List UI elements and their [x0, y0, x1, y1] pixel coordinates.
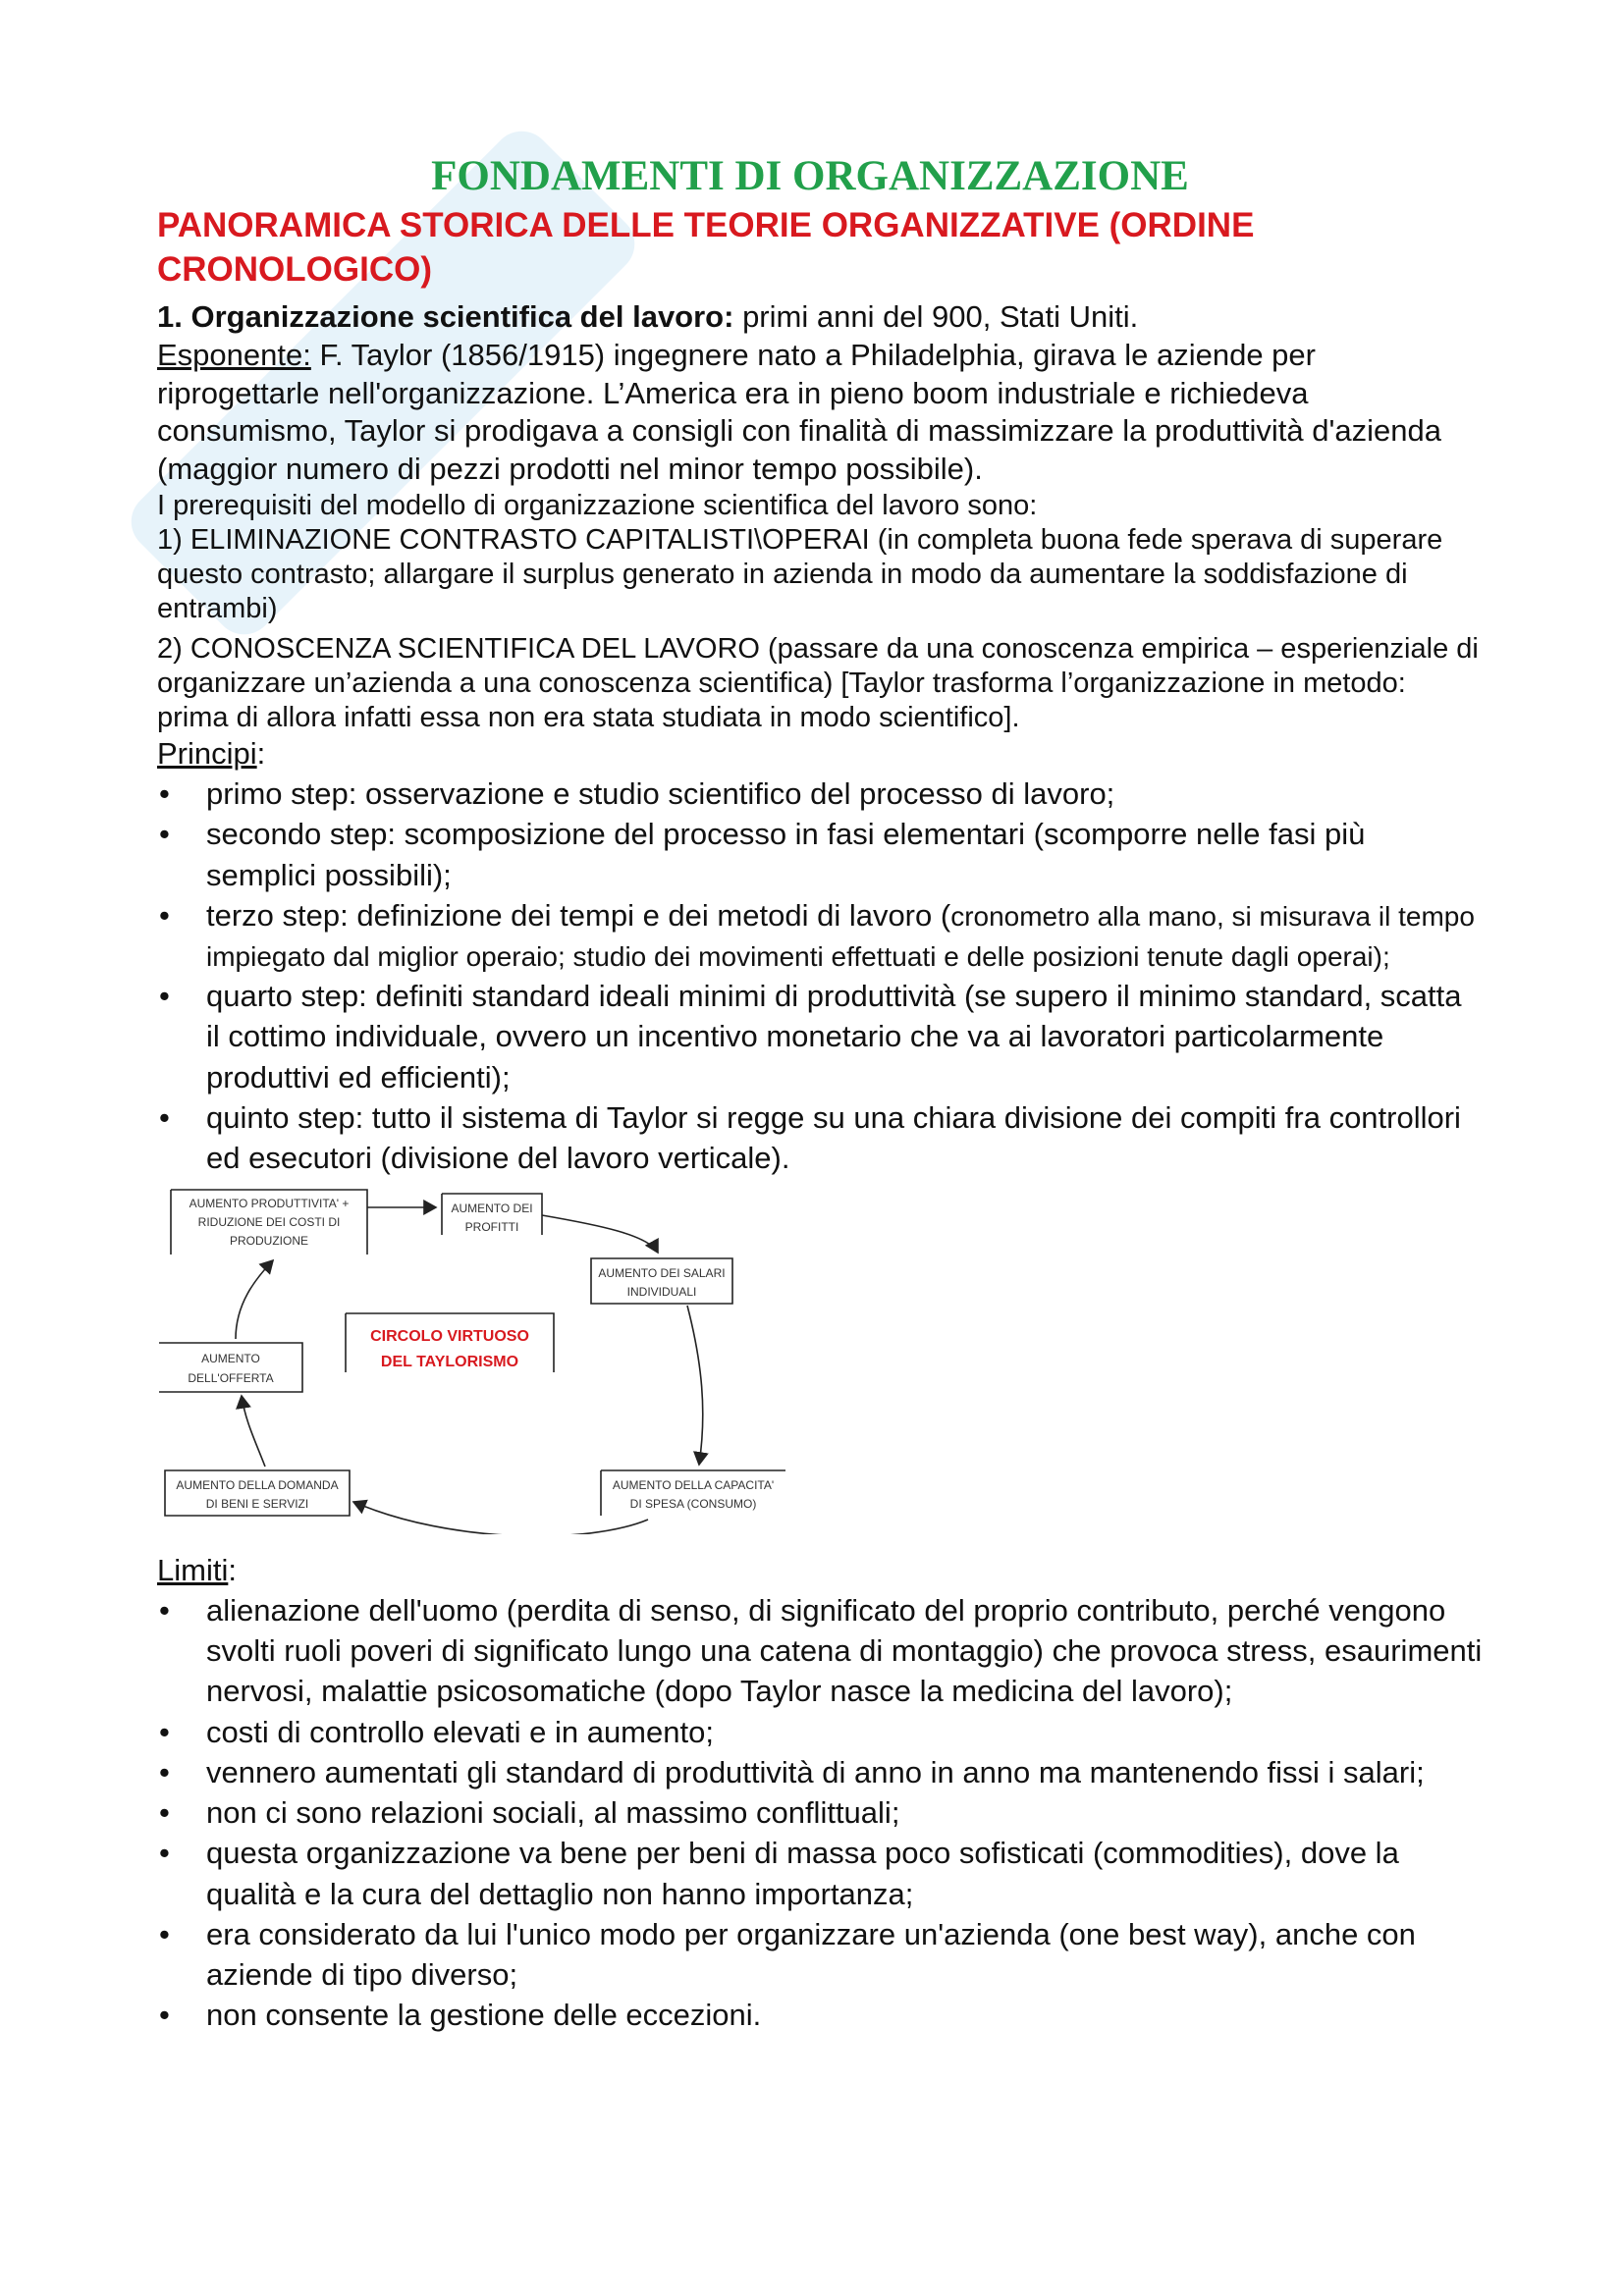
document-page [157, 152, 1483, 2035]
principles-list [157, 774, 1483, 1178]
diagram-text: AUMENTO [201, 1352, 260, 1366]
bullet-icon: • [159, 1714, 170, 1749]
limit-text: vennero aumentati gli standard di produttività di anno in anno ma mantenendo fissi i salari; [206, 1754, 1425, 1789]
list-item [157, 1995, 1483, 2035]
diagram-text: DI BENI E SERVIZI [205, 1497, 309, 1512]
diagram-text: PRODUZIONE [229, 1234, 309, 1249]
diagram-text: AUMENTO DELLA CAPACITA' [612, 1478, 775, 1493]
section-title: PANORAMICA STORICA DELLE TEORIE ORGANIZZATIVE (ORDINE CRONOLOGICO) [157, 206, 1255, 290]
taylorism-cycle-diagram [157, 1186, 795, 1534]
limit-text: non ci sono relazioni sociali, al massimo conflittuali; [206, 1795, 900, 1831]
topic-heading [157, 298, 1483, 337]
principle-text: secondo step: scomposizione del processo in fasi elementari (scomporre nelle fasi più semplici possibili); [206, 817, 1366, 892]
arrow-icon [542, 1215, 658, 1253]
principle-text: quarto step: definiti standard ideali minimi di produttività (se supero il minimo standard, scatta il cottimo individuale, ovvero un incentivo monetario che va ai lavoratori particolarmente produttivi ed efficienti); [206, 979, 1462, 1095]
diagram-box-demand [165, 1470, 350, 1516]
diagram-text: DELL'OFFERTA [188, 1371, 274, 1386]
bullet-icon: • [159, 1836, 170, 1871]
bullet-icon: • [159, 1754, 170, 1789]
list-item [157, 1590, 1483, 1712]
bullet-icon: • [159, 1916, 170, 1951]
diagram-box-offer [159, 1343, 302, 1392]
limits-list [157, 1590, 1483, 2035]
prerequisite-2: 2) CONOSCENZA SCIENTIFICA DEL LAVORO (passare da una conoscenza empirica – esperienziale di organizzare un’azienda a una conoscenza scientifica) [Taylor trasforma l’organizzazione in metodo: prima di allora infatti essa non era stata studiata in modo scientifico]. [157, 633, 1479, 734]
topic-heading-bold: 1. Organizzazione scientifica del lavoro: [157, 299, 734, 335]
exponent-paragraph [157, 337, 1483, 489]
arrow-icon [242, 1396, 265, 1467]
bullet-icon: • [159, 979, 170, 1014]
arrow-icon [353, 1502, 648, 1534]
principle-text-tail: cronometro alla mano, si misurava il tempo impiegato dal miglior operaio; studio dei movimenti effettuati e delle posizioni tenute dagli operai); [206, 900, 1475, 972]
principles-label: Principi [157, 736, 257, 772]
list-item [157, 1792, 1483, 1833]
diagram-text: INDIVIDUALI [626, 1285, 697, 1300]
limit-text: questa organizzazione va bene per beni di massa poco sofisticati (commodities), dove la qualità e la cura del dettaglio non hanno importanza; [206, 1836, 1399, 1911]
diagram-box-productivity [171, 1190, 367, 1255]
list-item [157, 814, 1483, 894]
diagram-box-wages [591, 1258, 732, 1304]
bullet-icon: • [159, 1593, 170, 1629]
diagram-text: PROFITTI [464, 1220, 519, 1235]
principle-text: terzo step: definizione dei tempi e dei metodi di lavoro ( [206, 897, 951, 933]
bullet-icon: • [159, 817, 170, 852]
limit-text: era considerato da lui l'unico modo per organizzare un'azienda (one best way), anche con aziende di tipo diverso; [206, 1916, 1416, 1992]
diagram-text: DEL TAYLORISMO [380, 1354, 519, 1371]
diagram-text: AUMENTO PRODUTTIVITA' + [189, 1197, 350, 1211]
list-item [157, 774, 1483, 814]
diagram-center-label [346, 1313, 554, 1372]
diagram-box-spending [601, 1470, 785, 1516]
arrow-icon [687, 1306, 703, 1465]
list-item [157, 1833, 1483, 1913]
list-item [157, 976, 1483, 1097]
exponent-label: Esponente: [157, 337, 311, 372]
principle-text: primo step: osservazione e studio scientifico del processo di lavoro; [206, 776, 1115, 812]
principles-heading: Principi: [157, 736, 266, 772]
bullet-icon: • [159, 897, 170, 933]
limit-text: non consente la gestione delle eccezioni. [206, 1998, 762, 2033]
list-item [157, 1752, 1483, 1792]
diagram-text: RIDUZIONE DEI COSTI DI [197, 1215, 341, 1230]
topic-heading-rest: primi anni del 900, Stati Uniti. [733, 299, 1139, 335]
principle-text: quinto step: tutto il sistema di Taylor si regge su una chiara divisione dei compiti fra controllori ed esecutori (divisione del lavoro verticale). [206, 1099, 1461, 1176]
diagram-box-profits [442, 1194, 542, 1235]
list-item [157, 895, 1483, 976]
limit-text: costi di controllo elevati e in aumento; [206, 1714, 714, 1749]
limits-heading: Limiti: [157, 1553, 237, 1588]
list-item [157, 1712, 1483, 1752]
bullet-icon: • [159, 1795, 170, 1831]
diagram-text: DI SPESA (CONSUMO) [629, 1497, 757, 1512]
arrow-icon [236, 1260, 273, 1339]
diagram-text: AUMENTO DEI [451, 1201, 533, 1216]
prerequisites-intro: I prerequisiti del modello di organizzazione scientifica del lavoro sono: [157, 489, 1038, 521]
bullet-icon: • [159, 1998, 170, 2033]
prerequisite-1: 1) ELIMINAZIONE CONTRASTO CAPITALISTI\OPERAI (in completa buona fede sperava di superare questo contrasto; allargare il surplus generato in azienda in modo da aumentare la soddisfazione di entrambi) [157, 523, 1443, 625]
diagram-text: AUMENTO DELLA DOMANDA [176, 1478, 339, 1493]
bullet-icon: • [159, 776, 170, 812]
diagram-text: AUMENTO DEI SALARI [598, 1266, 726, 1281]
list-item [157, 1914, 1483, 1995]
list-item [157, 1097, 1483, 1178]
limit-text: alienazione dell'uomo (perdita di senso, di significato del proprio contributo, perché vengono svolti ruoli poveri di significato lungo una catena di montaggio) che provoca stress, esaurimenti nervosi, malattie psicosomatiche (dopo Taylor nasce la medicina del lavoro); [206, 1593, 1483, 1709]
bullet-icon: • [159, 1099, 170, 1135]
limits-label: Limiti [157, 1553, 229, 1588]
document-title: FONDAMENTI DI ORGANIZZAZIONE [431, 153, 1189, 199]
diagram-text: CIRCOLO VIRTUOSO [370, 1328, 529, 1346]
exponent-text: F. Taylor (1856/1915) ingegnere nato a Philadelphia, girava le aziende per riprogettarle nell'organizzazione. L’America era in pieno boom industriale e richiedeva consumismo, Taylor si prodigava a consigli con finalità di massimizzare la produttività d'azienda (maggior numero di pezzi prodotti nel minor tempo possibile). [157, 337, 1441, 487]
